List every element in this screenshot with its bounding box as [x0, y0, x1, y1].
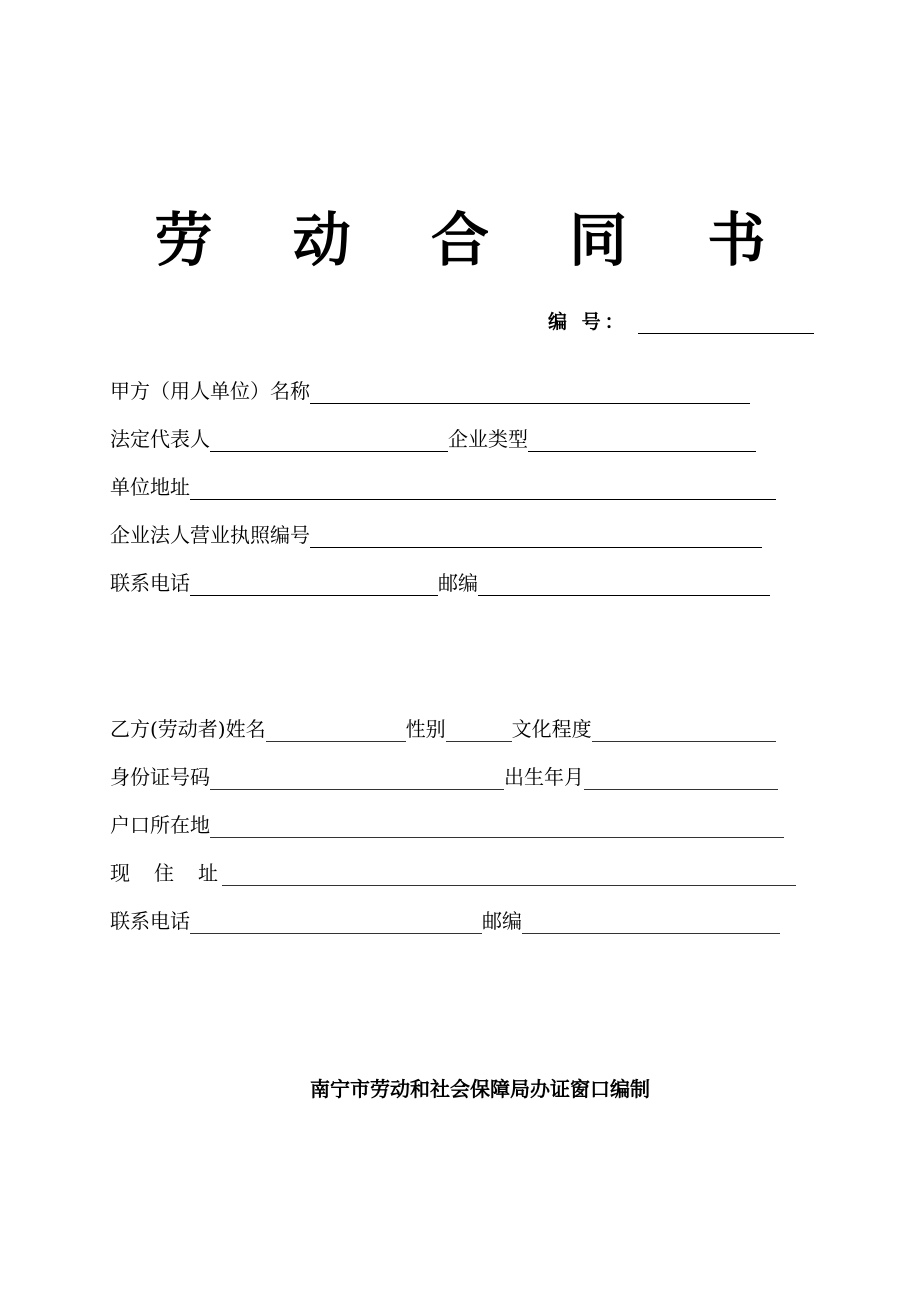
contract-number-row: [548, 308, 814, 334]
residence-label-char: 住: [154, 861, 174, 885]
legal-rep-field[interactable]: [210, 429, 448, 452]
residence-label-char: 址: [198, 861, 218, 885]
gender-field[interactable]: [446, 719, 512, 742]
party-a-name-field[interactable]: [310, 381, 750, 404]
legal-rep-label: 法定代表人: [110, 427, 210, 451]
company-type-label: 企业类型: [448, 427, 528, 451]
party-b-postcode-label: 邮编: [482, 909, 522, 933]
party-b-id-row: [110, 760, 778, 790]
party-b-contact-row: [110, 904, 780, 934]
party-a-phone-field[interactable]: [190, 573, 438, 596]
education-label: 文化程度: [511, 717, 592, 741]
business-license-label: 企业法人营业执照编号: [110, 523, 310, 547]
id-number-field[interactable]: [210, 767, 504, 790]
residence-label-char: 现: [110, 861, 130, 885]
party-a-postcode-field[interactable]: [478, 573, 770, 596]
education-field[interactable]: [592, 719, 776, 742]
party-b-name-label: 乙方(劳动者)姓名: [110, 717, 266, 741]
party-a-postcode-label: 邮编: [438, 571, 478, 595]
birth-date-field[interactable]: [584, 767, 778, 790]
footer-publisher: 南宁市劳动和社会保障局办证窗口编制: [310, 1077, 650, 1101]
gender-label: 性别: [405, 717, 446, 741]
contract-number-field[interactable]: [638, 311, 814, 334]
party-a-contact-row: [110, 566, 770, 596]
hukou-label: 户口所在地: [110, 813, 210, 837]
party-b-name-row: [110, 712, 776, 742]
party-a-license-row: [110, 518, 762, 548]
birth-date-label: 出生年月: [504, 765, 584, 789]
hukou-field[interactable]: [210, 815, 784, 838]
id-number-label: 身份证号码: [110, 765, 210, 789]
page-title: 劳 动 合 同 书: [154, 206, 796, 274]
company-address-field[interactable]: [190, 477, 776, 500]
party-a-address-row: [110, 470, 776, 500]
party-b-phone-field[interactable]: [190, 911, 482, 934]
party-b-name-field[interactable]: [266, 719, 406, 742]
party-b-hukou-row: [110, 808, 784, 838]
party-b-phone-label: 联系电话: [110, 909, 190, 933]
party-b-residence-row: [110, 856, 796, 886]
residence-field[interactable]: [222, 863, 796, 886]
business-license-field[interactable]: [310, 525, 762, 548]
residence-label: [110, 860, 222, 886]
party-a-name-label: 甲方（用人单位）名称: [110, 379, 310, 403]
party-b-postcode-field[interactable]: [522, 911, 780, 934]
party-a-name-row: [110, 374, 750, 404]
contract-number-label: 编 号：: [548, 311, 628, 333]
company-type-field[interactable]: [528, 429, 756, 452]
party-a-phone-label: 联系电话: [110, 571, 190, 595]
party-a-legal-rep-row: [110, 422, 756, 452]
company-address-label: 单位地址: [110, 475, 190, 499]
